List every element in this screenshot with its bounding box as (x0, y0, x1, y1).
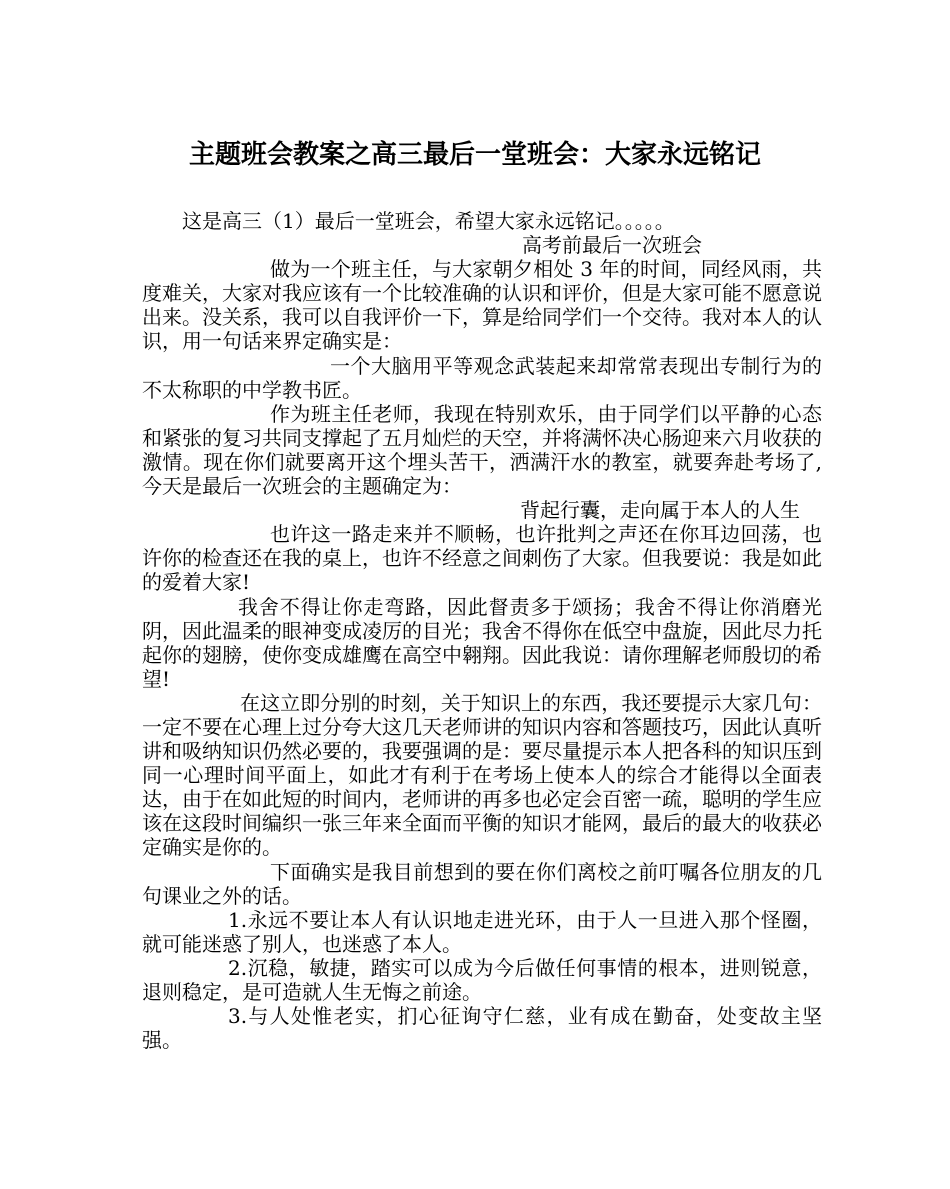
list-item: 1.永远不要让本人有认识地走进光环，由于人一旦进入那个怪圈，就可能迷惑了别人，也迷惑了本人。 (142, 907, 822, 956)
intro-paragraph: 这是高三（1）最后一堂班会，希望大家永远铭记。。。。。 (182, 209, 675, 233)
paragraph: 下面确实是我目前想到的要在你们离校之前叮嘱各位朋友的几句课业之外的话。 (142, 859, 822, 908)
paragraph: 一个大脑用平等观念武装起来却常常表现出专制行为的不太称职的中学教书匠。 (142, 353, 822, 402)
paragraph: 我舍不得让你走弯路，因此督责多于颂扬；我舍不得让你消磨光阴，因此温柔的眼神变成凌厉的目光；我舍不得你在低空中盘旋，因此尽力托起你的翅膀，使你变成雄鹰在高空中翱翔。因此我说：请你理解老师殷切的希望! (142, 594, 822, 691)
document-body (142, 209, 822, 1052)
list-item: 2.沉稳，敏捷，踏实可以成为今后做任何事情的根本，进则锐意，退则稳定，是可造就人生无悔之前途。 (142, 955, 822, 1004)
document-title: 主题班会教案之高三最后一堂班会：大家永远铭记 (188, 140, 761, 170)
paragraph: 在这立即分别的时刻，关于知识上的东西，我还要提示大家几句：一定不要在心理上过分夸大这几天老师讲的知识内容和答题技巧，因此认真听讲和吸纳知识仍然必要的，我要强调的是：要尽量提示本人把各科的知识压到同一心理时间平面上，如此才有利于在考场上使本人的综合才能得以全面表达，由于在如此短的时间内，老师讲的再多也必定会百密一疏，聪明的学生应该在这段时间编织一张三年来全面而平衡的知识才能网，最后的最大的收获必定确实是你的。 (142, 690, 822, 860)
paragraph: 也许这一路走来并不顺畅，也许批判之声还在你耳边回荡，也许你的检查还在我的桌上，也许不经意之间刺伤了大家。但我要说：我是如此的爱着大家! (142, 522, 822, 595)
theme-line: 背起行囊，走向属于本人的人生 (520, 498, 800, 523)
paragraph: 作为班主任老师，我现在特别欢乐，由于同学们以平静的心态和紧张的复习共同支撑起了五月灿烂的天空，并将满怀决心肠迎来六月收获的激情。现在你们就要离开这个埋头苦干，洒满汗水的教室，就要奔赴考场了,今天是最后一次班会的主题确定为： (142, 401, 822, 499)
list-item: 3.与人处惟老实，扪心征询守仁慈，业有成在勤奋，处变故主坚强。 (142, 1004, 822, 1053)
paragraph: 做为一个班主任，与大家朝夕相处 3 年的时间，同经风雨，共度难关，大家对我应该有一个比较准确的认识和评价，但是大家可能不愿意说出来。没关系，我可以自我评价一下，算是给同学们一个交待。我对本人的认识，用一句话来界定确实是： (142, 257, 822, 354)
subtitle-line: 高考前最后一次班会 (522, 233, 702, 258)
